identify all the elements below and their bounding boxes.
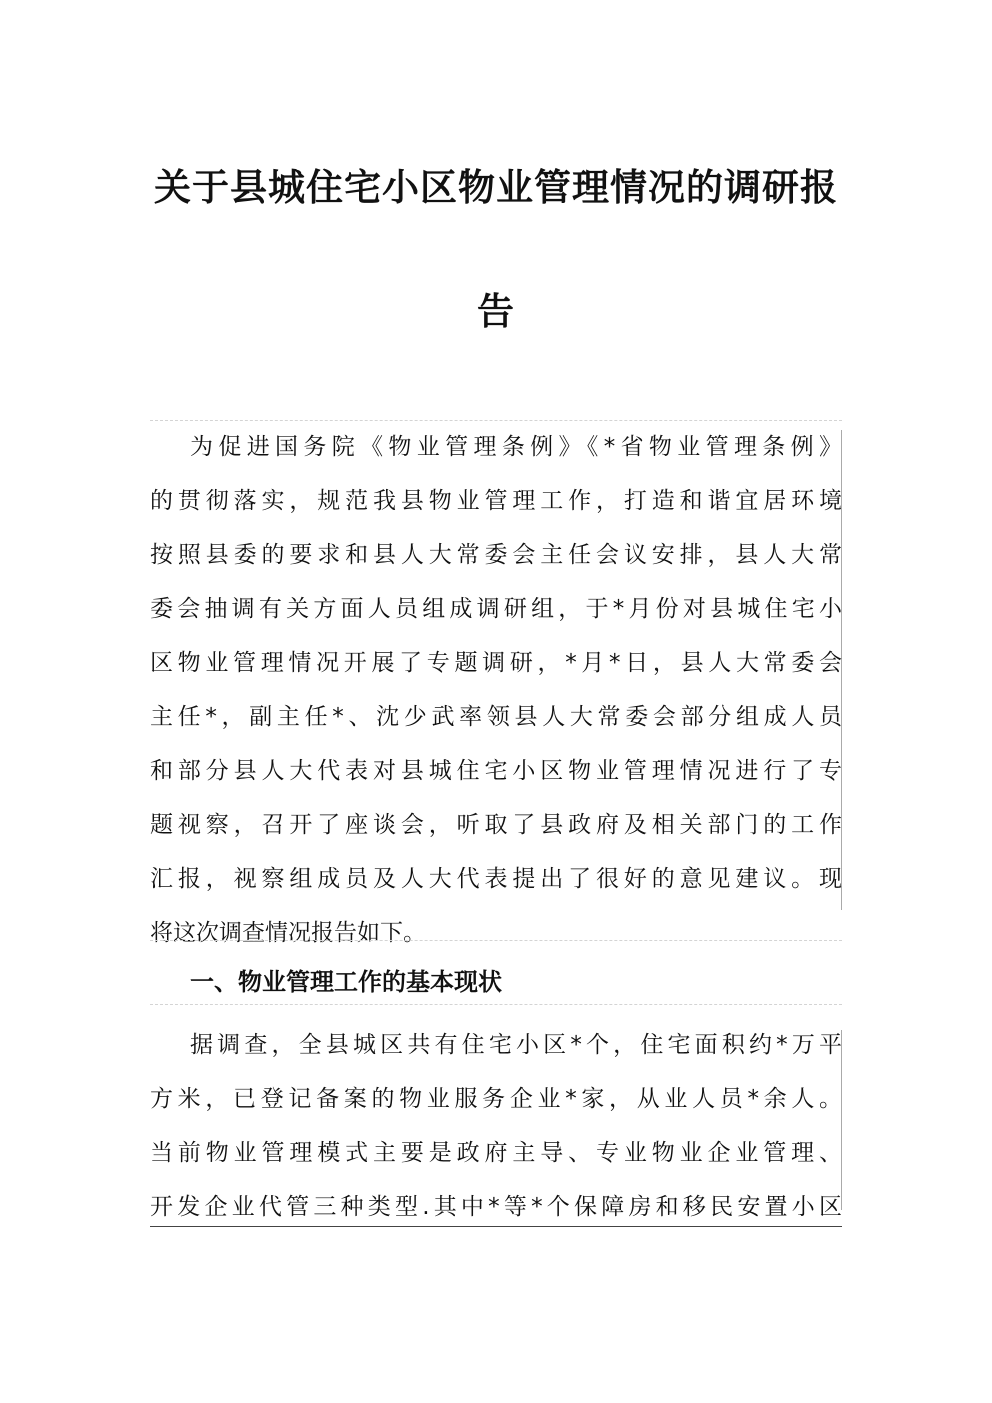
intro-line: 题视察，召开了座谈会，听取了县政府及相关部门的工作 [150,812,842,838]
intro-line: 按照县委的要求和县人大常委会主任会议安排，县人大常 [150,542,842,568]
intro-line: 汇报，视察组成员及人大代表提出了很好的意见建议。现 [150,866,842,892]
intro-line: 委会抽调有关方面人员组成调研组，于*月份对县城住宅小 [150,596,842,622]
heading-top-divider [150,940,842,941]
heading-bottom-divider [150,1004,842,1005]
section-1-line: 据调查，全县城区共有住宅小区*个，住宅面积约*万平 [190,1032,842,1058]
intro-line: 和部分县人大代表对县城住宅小区物业管理情况进行了专 [150,758,842,784]
document-title-line-2: 告 [477,290,515,333]
intro-paragraph [150,420,842,960]
intro-line: 将这次调查情况报告如下。 [150,920,426,946]
document-title-line-1: 关于县城住宅小区物业管理情况的调研报 [154,166,838,209]
section-1-line: 开发企业代管三种类型.其中*等*个保障房和移民安置小区 [150,1194,842,1220]
bottom-rule [150,1226,842,1227]
section-1-paragraph [150,1018,842,1234]
section-1-heading: 一、物业管理工作的基本现状 [190,968,502,996]
section-1-line: 方米，已登记备案的物业服务企业*家，从业人员*余人。 [150,1086,842,1112]
intro-line: 的贯彻落实，规范我县物业管理工作，打造和谐宜居环境 [150,488,842,514]
section-1-line: 当前物业管理模式主要是政府主导、专业物业企业管理、 [150,1140,842,1166]
intro-line: 主任*，副主任*、沈少武率领县人大常委会部分组成人员 [150,704,842,730]
intro-line: 区物业管理情况开展了专题调研，*月*日，县人大常委会 [150,650,842,676]
intro-line: 为促进国务院《物业管理条例》《*省物业管理条例》 [190,434,842,460]
